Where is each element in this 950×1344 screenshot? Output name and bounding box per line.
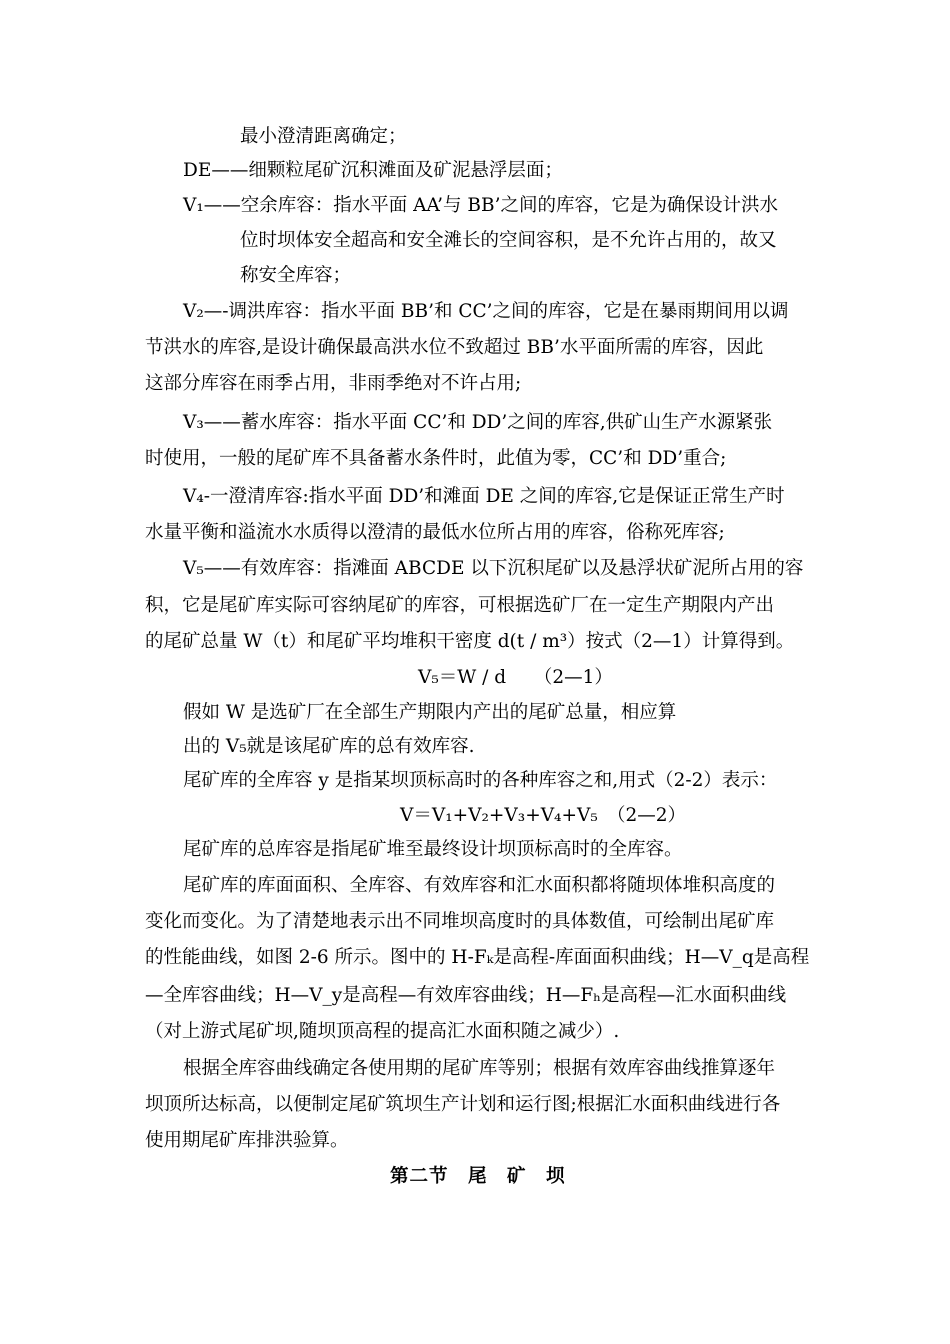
- text-line: 的性能曲线，如图 2-6 所示。图中的 H-Fₖ是高程-库面面积曲线；H—V_q是高程: [145, 947, 810, 968]
- text-line: 位时坝体安全超高和安全滩长的空间容积，是不允许占用的，故又: [240, 230, 777, 251]
- text-line: 出的 V₅就是该尾矿库的总有效库容.: [183, 736, 475, 757]
- text-line: 尾矿库的总库容是指尾矿堆至最终设计坝顶标高时的全库容。: [183, 839, 683, 860]
- text-line: 根据全库容曲线确定各使用期的尾矿库等别；根据有效库容曲线推算逐年: [183, 1058, 776, 1079]
- text-line: —全库容曲线；H—V_y是高程—有效库容曲线；H—Fₕ是高程—汇水面积曲线: [145, 985, 787, 1006]
- text-line: 时使用，一般的尾矿库不具备蓄水条件时，此值为零，CC’和 DD’重合;: [145, 448, 727, 469]
- text-line: 变化而变化。为了清楚地表示出不同堆坝高度时的具体数值，可绘制出尾矿库: [145, 911, 775, 932]
- text-line: 的尾矿总量 W（t）和尾矿平均堆积干密度 d(t / m³）按式（2—1）计算得到。: [145, 631, 795, 652]
- text-line: V₃——蓄水库容：指水平面 CC’和 DD’之间的库容,供矿山生产水源紧张: [183, 412, 773, 433]
- text-line: （对上游式尾矿坝,随坝顶高程的提高汇水面积随之减少）.: [145, 1021, 620, 1042]
- section-title: 第二节 尾 矿 坝: [390, 1166, 566, 1187]
- text-line: 节洪水的库容,是设计确保最高洪水位不致超过 BB’水平面所需的库容，因此: [145, 337, 764, 358]
- text-line: 坝顶所达标高，以便制定尾矿筑坝生产计划和运行图;根据汇水面积曲线进行各: [145, 1094, 781, 1115]
- text-line: V₄-一澄清库容:指水平面 DD’和滩面 DE 之间的库容,它是保证正常生产时: [183, 486, 785, 507]
- text-line: DE——细颗粒尾矿沉积滩面及矿泥悬浮层面；: [183, 160, 563, 181]
- text-line: 水量平衡和溢流水水质得以澄清的最低水位所占用的库容，俗称死库容;: [145, 522, 725, 543]
- text-line: 假如 W 是选矿厂在全部生产期限内产出的尾矿总量，相应算: [183, 702, 677, 723]
- text-line: 称安全库容；: [240, 265, 352, 286]
- text-line: 积，它是尾矿库实际可容纳尾矿的库容，可根据选矿厂在一定生产期限内产出: [145, 595, 775, 616]
- equation-2-1: V₅＝W / d （2—1）: [418, 667, 613, 688]
- text-line: V₅——有效库容：指滩面 ABCDE 以下沉积尾矿以及悬浮状矿泥所占用的容: [183, 558, 804, 579]
- text-line: 最小澄清距离确定；: [240, 126, 407, 147]
- text-line: 使用期尾矿库排洪验算。: [145, 1130, 349, 1151]
- text-line: 这部分库容在雨季占用，非雨季绝对不许占用;: [145, 373, 522, 394]
- text-line: V₂—-调洪库容：指水平面 BB’和 CC’之间的库容，它是在暴雨期间用以调: [183, 301, 789, 322]
- text-line: V₁——空余库容：指水平面 AA’与 BB’之间的库容，它是为确保设计洪水: [183, 195, 778, 216]
- equation-2-2: V＝V₁+V₂+V₃+V₄+V₅ （2—2）: [400, 805, 687, 826]
- text-line: 尾矿库的全库容 y 是指某坝顶标高时的各种库容之和,用式（2-2）表示：: [183, 770, 778, 791]
- text-line: 尾矿库的库面面积、全库容、有效库容和汇水面积都将随坝体堆积高度的: [183, 875, 776, 896]
